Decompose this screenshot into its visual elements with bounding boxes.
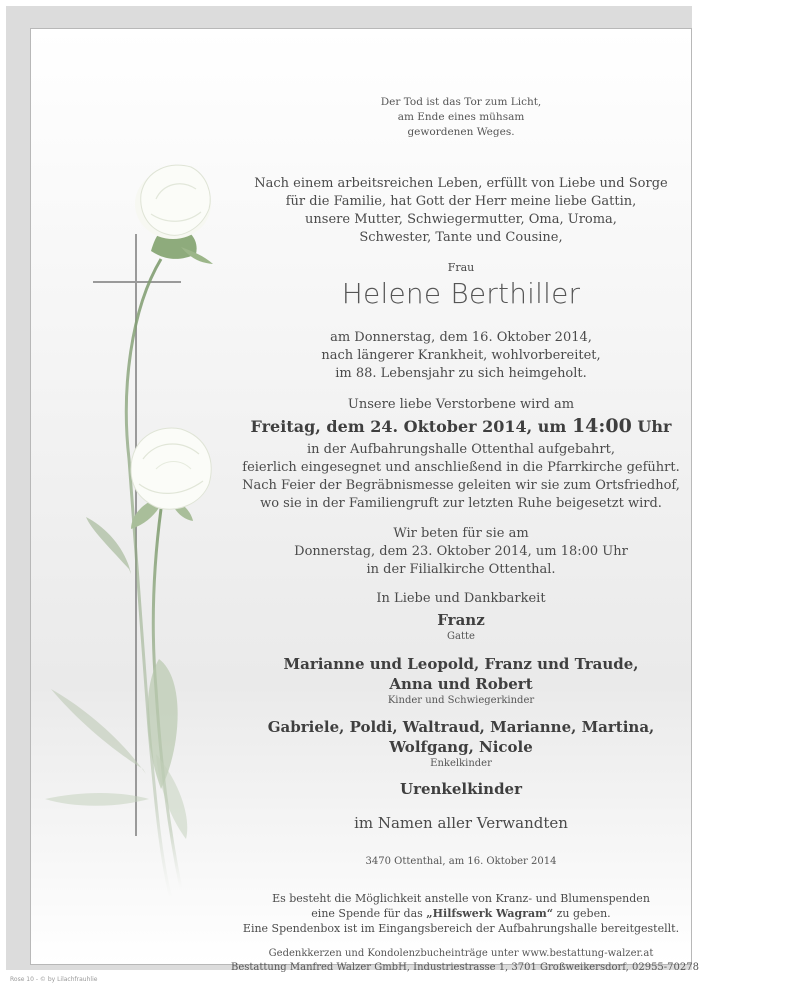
obituary-card [30, 28, 699, 973]
intro-line: Nach einem arbeitsreichen Leben, erfüllt von Liebe und Sorge [254, 176, 668, 191]
funeral-intro: Unsere liebe Verstorbene wird am [347, 397, 575, 412]
family-names: Wolfgang, Nicole [389, 738, 533, 756]
leaf [86, 517, 131, 574]
upper-rose-bud [135, 165, 213, 264]
donation-line-post: zu geben. [553, 907, 611, 920]
funeral-time: 14:00 [571, 415, 632, 437]
closing-text: In Liebe und Dankbarkeit [376, 591, 546, 606]
family-names: Urenkelkinder [400, 780, 522, 798]
death-line: nach längerer Krankheit, wohlvorbereitet, [321, 348, 601, 363]
death-line: im 88. Lebensjahr zu sich heimgeholt. [335, 366, 587, 381]
rose-cross-illustration [31, 29, 231, 964]
motto-line: gewordenen Weges. [407, 126, 515, 138]
prayer-line: Wir beten für sie am [393, 526, 529, 541]
funeral-date-text: Freitag, dem 24. Oktober 2014, um [250, 417, 567, 436]
family-names: Gabriele, Poldi, Waltraud, Marianne, Martina, [267, 718, 655, 736]
donation-line: Es besteht die Möglichkeit anstelle von Kranz- und Blumenspenden [272, 892, 650, 905]
deceased-name: Helene Berthiller [341, 277, 581, 310]
prayer-line: in der Filialkirche Ottenthal. [366, 562, 556, 577]
intro-line: unsere Mutter, Schwiegermutter, Oma, Uroma, [305, 212, 617, 227]
intro-line: für die Familie, hat Gott der Herr meine liebe Gattin, [285, 194, 637, 209]
family-relation: Enkelkinder [430, 758, 492, 769]
funeral-detail-line: feierlich eingesegnet und anschließend in die Pfarrkirche geführt. [242, 460, 680, 475]
upper-stem [126, 259, 171, 899]
leaf [45, 793, 149, 806]
donation-line-pre: eine Spende für das [311, 907, 427, 920]
page-frame [6, 6, 699, 973]
family-names: Franz [437, 611, 485, 629]
prayer-line: Donnerstag, dem 23. Oktober 2014, um 18:00 Uhr [294, 544, 628, 559]
family-names: Marianne und Leopold, Franz und Traude, [283, 655, 639, 673]
funeral-detail-line: in der Aufbahrungshalle Ottenthal aufgebahrt, [306, 442, 616, 457]
funeral-detail-line: Nach Feier der Begräbnismesse geleiten wir sie zum Ortsfriedhof, [242, 478, 680, 493]
relatives-text: im Namen aller Verwandten [354, 814, 568, 832]
death-line: am Donnerstag, dem 16. Oktober 2014, [330, 330, 592, 345]
motto-line: Der Tod ist das Tor zum Licht, [380, 96, 542, 108]
funeral-date [231, 415, 691, 437]
funeral-time-suffix: Uhr [637, 417, 672, 436]
footer-line: Bestattung Manfred Walzer GmbH, Industriestrasse 1, 3701 Großweikersdorf, 02955-70278 [231, 962, 699, 973]
leaf [51, 689, 146, 774]
family-relation: Gatte [447, 631, 475, 642]
place-date: 3470 Ottenthal, am 16. Oktober 2014 [365, 856, 557, 867]
donation-line [231, 906, 691, 921]
motto-line: am Ende eines mühsam [397, 111, 525, 123]
footer-line: Gedenkkerzen und Kondolenzbucheinträge unter www.bestattung-walzer.at [268, 948, 654, 959]
intro-line: Schwester, Tante und Cousine, [359, 230, 563, 245]
family-relation: Kinder und Schwiegerkinder [387, 695, 535, 706]
donation-charity: „Hilfswerk Wagram“ [426, 907, 554, 920]
lower-rose [131, 428, 211, 529]
donation-line: Eine Spendenbox ist im Eingangsbereich der Aufbahrungshalle bereitgestellt. [242, 922, 680, 935]
family-names: Anna und Robert [389, 675, 533, 693]
salutation-text: Frau [447, 261, 475, 274]
funeral-detail-line: wo sie in der Familiengruft zur letzten Ruhe beigesetzt wird. [260, 496, 662, 511]
image-copyright: Rose 10 - © by Lilachfrauhlie [10, 976, 98, 983]
cross-horizontal [93, 281, 181, 283]
